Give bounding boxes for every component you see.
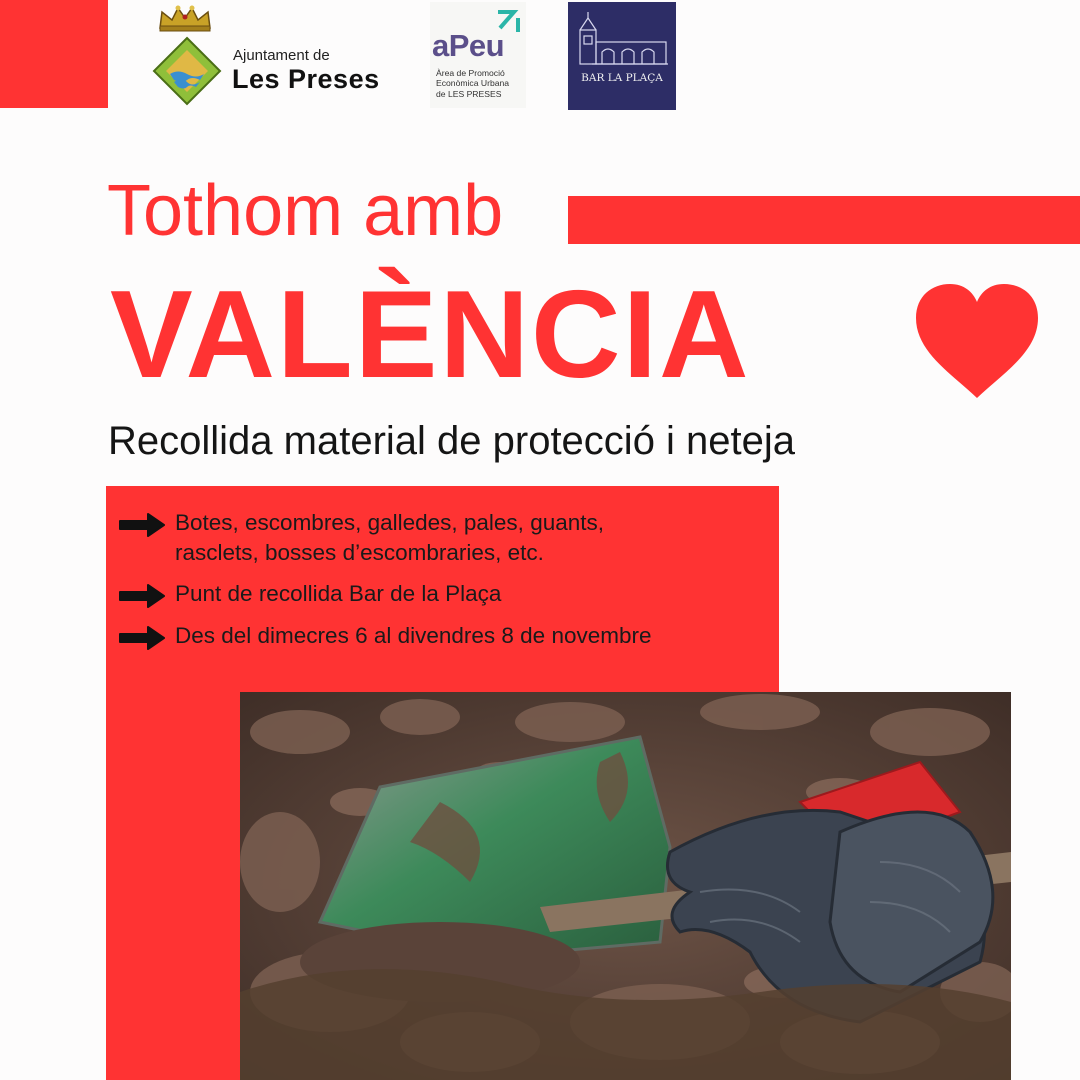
ajuntament-label: Ajuntament de [233,47,330,64]
apeu-wordmark: aPeu [432,28,505,63]
apeu-logo [430,2,526,108]
headline-accent-bar [568,196,1080,244]
info-text: Botes, escombres, galledes, pales, guants, [175,510,604,535]
shovel-gloves-illustration [240,692,1011,1080]
crown-icon [156,2,214,32]
arrow-right-icon [118,511,166,539]
subtitle: Recollida material de protecció i neteja [108,419,796,463]
headline-top-line: Tothom amb [107,171,504,251]
building-icon [572,8,672,70]
apeu-tagline-2: Econòmica Urbana [436,78,510,88]
arrow-right-icon [118,582,166,610]
bar-name: BAR LA PLAÇA [581,72,663,84]
arrow-right-icon [118,624,166,652]
corner-accent-block [0,0,108,108]
shield-emblem-icon [152,36,222,106]
photo-shovel-gloves [240,692,1011,1080]
bar-la-placa-logo [568,2,676,110]
info-text: rasclets, bosses d’escombraries, etc. [175,540,544,565]
apeu-tagline-3: de LES PRESES [436,89,502,99]
info-text: Punt de recollida Bar de la Plaça [175,581,502,606]
headline-main: VALÈNCIA [110,266,751,404]
info-text: Des del dimecres 6 al divendres 8 de novembre [175,623,652,648]
heart-icon [912,282,1042,400]
ajuntament-logo [148,0,408,110]
town-name: Les Preses [232,64,380,94]
apeu-tagline-1: Àrea de Promoció [436,68,505,78]
